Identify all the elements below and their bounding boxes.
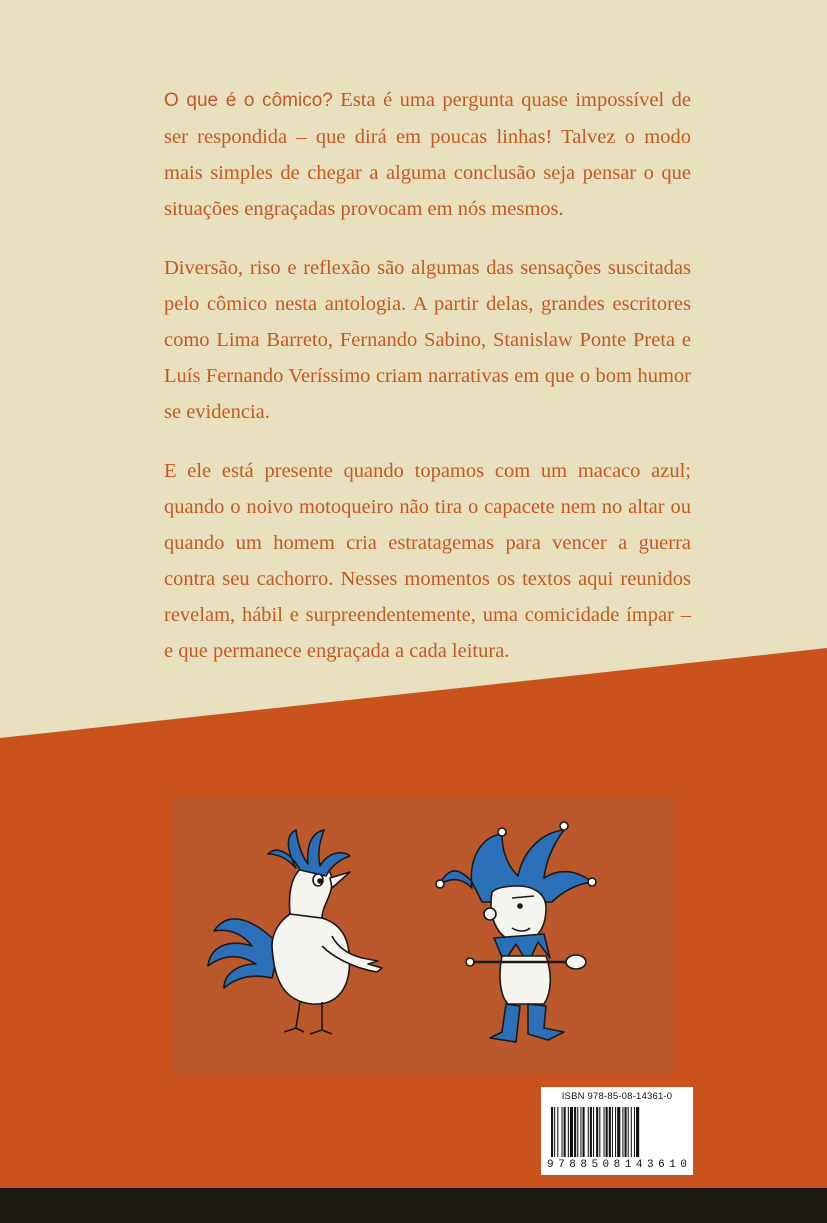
barcode-bar [615, 1107, 616, 1157]
barcode-digit: 0 [680, 1159, 687, 1171]
barcode-bar [557, 1107, 558, 1157]
barcode-bar [634, 1107, 635, 1157]
illustration-panel [172, 796, 674, 1074]
barcode-digit: 1 [669, 1159, 676, 1171]
barcode-digit: 8 [580, 1159, 587, 1171]
barcode-bar [580, 1107, 581, 1157]
barcode-bar [599, 1107, 600, 1157]
barcode-bar [570, 1107, 573, 1157]
barcode-digit: 8 [613, 1159, 621, 1171]
barcode-bar [577, 1107, 578, 1157]
paragraph-2: Diversão, riso e reflexão são algumas das sensações suscitadas pelo cômico nesta antologia. A partir delas, grandes escritores como Lima Barreto, Fernando Sabino, Stanislaw Ponte Preta e Luís Fernando Veríssimo criam narrativas em que o bom humor se evidencia. [164, 257, 691, 423]
jester-icon [436, 822, 596, 1042]
barcode-bar [596, 1107, 598, 1157]
barcode-bar [628, 1107, 629, 1157]
barcode-digit: 0 [602, 1159, 610, 1171]
barcode-digit: 9 [547, 1159, 554, 1171]
barcode-digit: 8 [569, 1159, 576, 1171]
barcode-bar [636, 1107, 639, 1157]
barcode-bar [617, 1107, 620, 1157]
barcode-bar [609, 1107, 611, 1157]
paragraph-1 [164, 82, 691, 227]
barcode-bar [631, 1107, 632, 1157]
isbn-barcode [541, 1087, 693, 1175]
barcode-bar [588, 1107, 589, 1157]
lead-question: O que é o cômico? [164, 90, 333, 111]
barcode-bar [590, 1107, 592, 1157]
barcode-digit: 5 [591, 1159, 599, 1171]
barcode-digit: 3 [646, 1159, 654, 1171]
barcode-bar [574, 1107, 576, 1157]
barcode-bar [604, 1107, 605, 1157]
isbn-label: ISBN 978-85-08-14361-0 [561, 1091, 673, 1102]
barcode-bar [625, 1107, 627, 1157]
barcode-digit: 1 [624, 1159, 632, 1171]
barcode-bar [554, 1107, 555, 1157]
barcode-bar [583, 1107, 585, 1157]
barcode-bar [593, 1107, 594, 1157]
back-cover-text [164, 82, 691, 692]
paragraph-3: E ele está presente quando topamos com um macaco azul; quando o noivo motoqueiro não tira o capacete nem no altar ou quando um homem cria estratagemas para vencer a guerra contra seu cachorro. Nesses momentos os textos aqui reunidos revelam, hábil e surpreendentemente, uma comicidade ímpar – e que permanece engraçada a cada leitura. [164, 460, 691, 662]
rooster-icon [208, 830, 382, 1034]
barcode-digit: 6 [658, 1159, 665, 1171]
barcode-bar [551, 1107, 553, 1157]
barcode-bar [612, 1107, 613, 1157]
barcode-bar [622, 1107, 623, 1157]
barcode-bar [568, 1107, 569, 1157]
barcode-digit: 7 [558, 1159, 565, 1171]
footer-band [0, 1188, 827, 1223]
barcode-bar [564, 1107, 566, 1157]
barcode-bar [606, 1107, 608, 1157]
barcode-digit: 4 [635, 1159, 643, 1171]
barcode-bar [562, 1107, 563, 1157]
paragraph-1-body: Esta é uma pergunta quase impossível de ser respondida – que dirá em poucas linhas! Talvez o modo mais simples de chegar a alguma conclusão seja pensar o que situações engraçadas provocam em nós mesmos. [164, 89, 691, 220]
barcode-digits [547, 1159, 687, 1171]
